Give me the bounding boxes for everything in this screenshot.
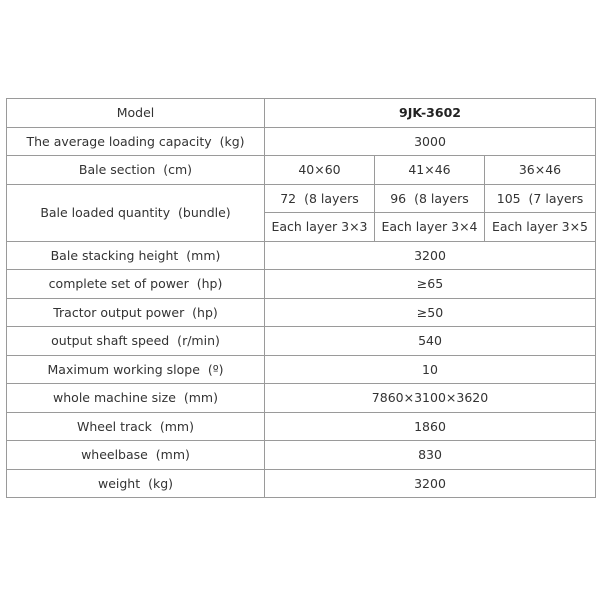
spec-label: Maximum working slope (º) xyxy=(7,355,265,384)
spec-label: wheelbase (mm) xyxy=(7,441,265,470)
row-shaft-speed xyxy=(7,327,596,356)
bale-section-label: Bale section (cm) xyxy=(7,156,265,185)
spec-value: ≥65 xyxy=(265,270,596,299)
spec-value: 7860×3100×3620 xyxy=(265,384,596,413)
spec-value: 540 xyxy=(265,327,596,356)
row-loading-capacity xyxy=(7,127,596,156)
bale-section-value: 41×46 xyxy=(375,156,485,185)
loading-capacity-value: 3000 xyxy=(265,127,596,156)
row-complete-power xyxy=(7,270,596,299)
row-weight xyxy=(7,469,596,498)
spec-value: 1860 xyxy=(265,412,596,441)
spec-label: complete set of power (hp) xyxy=(7,270,265,299)
spec-value: 3200 xyxy=(265,469,596,498)
bale-quantity-label: Bale loaded quantity (bundle) xyxy=(7,184,265,241)
row-bale-quantity xyxy=(7,184,596,213)
spec-label: whole machine size (mm) xyxy=(7,384,265,413)
row-machine-size xyxy=(7,384,596,413)
bale-layout-value: Each layer 3×4 xyxy=(375,213,485,242)
row-model xyxy=(7,99,596,128)
row-stacking-height xyxy=(7,241,596,270)
spec-label: Bale stacking height (mm) xyxy=(7,241,265,270)
loading-capacity-label: The average loading capacity (kg) xyxy=(7,127,265,156)
bale-layout-value: Each layer 3×5 xyxy=(485,213,596,242)
bale-section-value: 40×60 xyxy=(265,156,375,185)
spec-label: Wheel track (mm) xyxy=(7,412,265,441)
row-working-slope xyxy=(7,355,596,384)
model-value: 9JK-3602 xyxy=(265,99,596,128)
bale-quantity-count: 72 (8 layers xyxy=(265,184,375,213)
spec-label: weight (kg) xyxy=(7,469,265,498)
spec-label: Tractor output power (hp) xyxy=(7,298,265,327)
bale-quantity-count: 105 (7 layers xyxy=(485,184,596,213)
row-bale-section xyxy=(7,156,596,185)
spec-label: output shaft speed (r/min) xyxy=(7,327,265,356)
spec-value: 830 xyxy=(265,441,596,470)
model-label: Model xyxy=(7,99,265,128)
row-tractor-power xyxy=(7,298,596,327)
bale-layout-value: Each layer 3×3 xyxy=(265,213,375,242)
bale-quantity-count: 96 (8 layers xyxy=(375,184,485,213)
spec-table xyxy=(6,98,596,498)
spec-value: 3200 xyxy=(265,241,596,270)
spec-value: 10 xyxy=(265,355,596,384)
row-wheelbase xyxy=(7,441,596,470)
bale-section-value: 36×46 xyxy=(485,156,596,185)
spec-value: ≥50 xyxy=(265,298,596,327)
row-wheel-track xyxy=(7,412,596,441)
